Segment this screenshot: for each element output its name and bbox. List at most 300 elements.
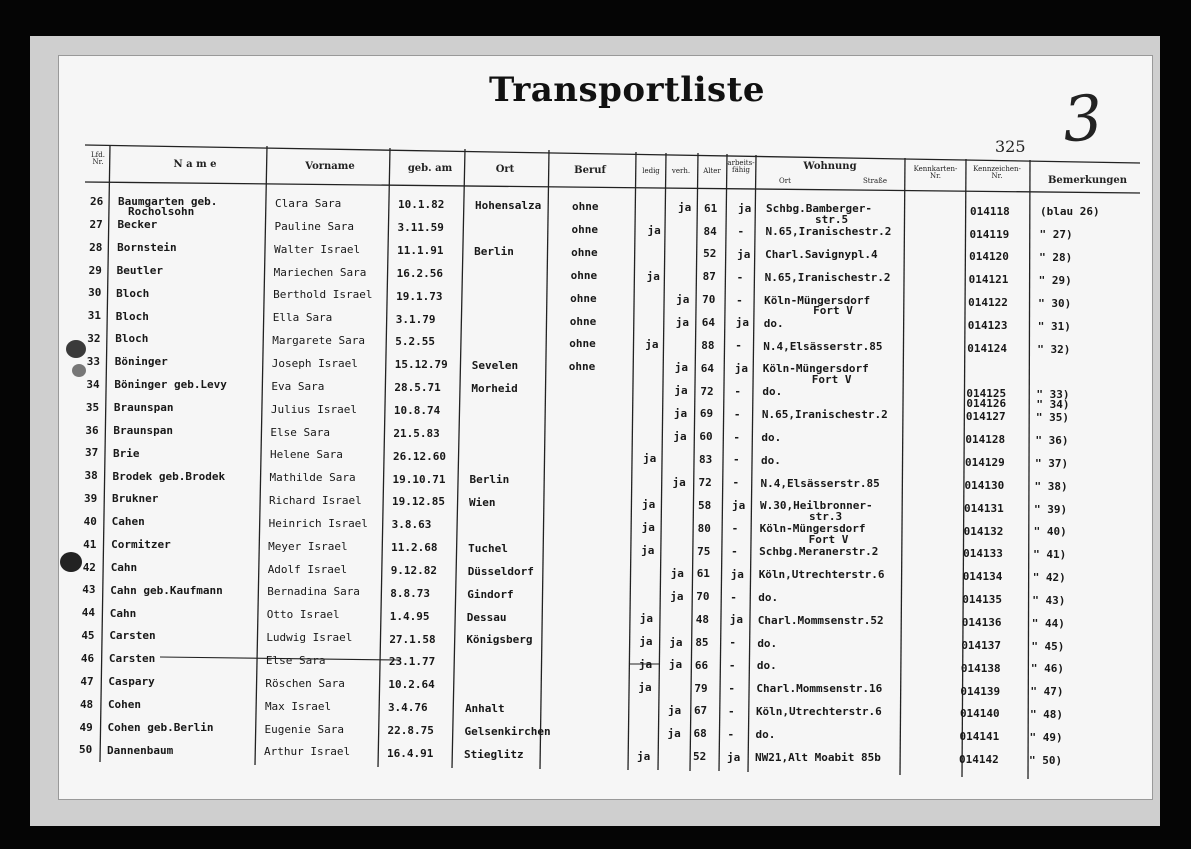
row-kennzeichen: 014139: [960, 684, 1001, 698]
row-alter: 85: [695, 635, 709, 649]
header-name: N a m e: [173, 159, 217, 170]
row-wohnung: N.65,Iranischestr.2: [764, 270, 891, 284]
row-name: Caspary: [108, 675, 155, 689]
row-number: 41: [83, 537, 97, 551]
row-wohnung: Köln-Müngersdorf: [764, 293, 871, 307]
row-bemerkung: " 45): [1031, 639, 1065, 653]
row-wohnung: Schbg.Meranerstr.2: [759, 545, 879, 559]
row-geb: 10.1.82: [398, 198, 445, 212]
row-number: 35: [85, 400, 100, 414]
row-vorname: Otto Israel: [266, 608, 340, 622]
row-number: 32: [87, 332, 101, 346]
row-beruf: ohne: [571, 246, 598, 259]
row-alter: 52: [693, 750, 707, 764]
row-bemerkung-line2: " 34): [1036, 398, 1070, 412]
row-arbeit: -: [731, 544, 738, 558]
row-kennzeichen: 014134: [962, 570, 1003, 584]
row-wohnung: N.65,Iranischestr.2: [761, 408, 888, 422]
row-ledig: ja: [645, 338, 659, 352]
row-arbeit: ja: [734, 362, 749, 376]
row-arbeit: -: [733, 430, 741, 444]
row-kennzeichen: 014118: [970, 204, 1010, 218]
row-arbeit: -: [732, 453, 740, 467]
row-wohnung: do.: [755, 727, 776, 741]
row-geb: 3.4.76: [387, 701, 428, 715]
row-kennzeichen: 014122: [968, 296, 1008, 310]
row-geb: 8.8.73: [390, 586, 430, 600]
row-name: Böninger geb.Levy: [114, 378, 227, 392]
row-ledig: ja: [642, 498, 656, 512]
row-vorname: Berthold Israel: [273, 288, 373, 302]
row-geb: 19.1.73: [396, 289, 443, 303]
row-kennzeichen: 014138: [960, 661, 1001, 675]
row-vorname: Eva Sara: [271, 379, 325, 393]
row-bemerkung: " 36): [1035, 433, 1069, 447]
row-ort: Dessau: [466, 610, 507, 624]
row-vorname: Margarete Sara: [272, 334, 365, 348]
row-name: Cahn geb.Kaufmann: [110, 583, 223, 597]
page-number: 325: [995, 137, 1026, 156]
row-kennzeichen: 014128: [965, 433, 1006, 447]
row-wohnung: do.: [760, 453, 781, 467]
row-arbeit: -: [732, 476, 740, 490]
row-geb: 11.2.68: [391, 541, 438, 555]
row-geb: 5.2.55: [395, 335, 435, 349]
row-beruf: ohne: [570, 268, 598, 282]
row-number: 47: [80, 674, 94, 688]
row-kennzeichen: 014142: [959, 753, 999, 767]
row-vorname: Eugenie Sara: [264, 722, 344, 736]
header-arbeit: arbeits- fähig: [727, 159, 755, 175]
row-verh: ja: [667, 727, 681, 741]
row-name: Bloch: [115, 309, 149, 323]
row-number: 31: [87, 309, 101, 323]
row-verh: ja: [676, 292, 690, 306]
row-bemerkung: " 31): [1037, 319, 1071, 333]
row-number: 44: [81, 606, 96, 620]
row-vorname: Heinrich Israel: [268, 516, 368, 530]
row-vorname: Walter Israel: [274, 242, 361, 256]
row-ledig: ja: [646, 269, 660, 283]
row-verh: ja: [667, 704, 682, 718]
header-ort: Ort: [495, 164, 515, 175]
row-ledig: ja: [641, 521, 655, 535]
row-kennzeichen: 014120: [969, 250, 1009, 264]
row-alter: 70: [696, 590, 710, 604]
row-vorname: Joseph Israel: [271, 356, 358, 370]
row-arbeit: -: [731, 522, 739, 536]
row-geb: 16.2.56: [396, 266, 443, 280]
row-beruf: ohne: [569, 314, 597, 328]
row-bemerkung: " 27): [1039, 228, 1073, 242]
row-wohnung: do.: [763, 316, 784, 330]
row-arbeit: -: [734, 384, 741, 398]
row-beruf: ohne: [572, 200, 599, 214]
handwritten-number: 3: [1060, 80, 1105, 157]
header-lfd: Lfd. Nr.: [91, 151, 105, 167]
row-alter: 64: [701, 316, 715, 329]
row-alter: 69: [699, 407, 714, 421]
row-arbeit: -: [736, 293, 743, 307]
row-bemerkung: " 29): [1038, 274, 1072, 287]
row-kennzeichen: 014137: [961, 638, 1002, 652]
row-arbeit: -: [729, 636, 736, 650]
row-bemerkung: " 42): [1032, 571, 1066, 585]
header-kennzeichen: Kennzeichen- Nr.: [973, 165, 1021, 181]
row-geb: 26.12.60: [392, 449, 446, 463]
row-bemerkung: " 28): [1039, 251, 1073, 265]
row-alter: 87: [702, 270, 716, 284]
row-ledig: ja: [637, 749, 651, 763]
row-ort: Morheid: [471, 382, 518, 396]
row-arbeit: ja: [727, 750, 741, 764]
punch-hole: [72, 364, 86, 377]
row-arbeit: -: [735, 339, 742, 353]
row-wohnung: Köln-Müngersdorf: [762, 362, 869, 376]
row-vorname: Ludwig Israel: [266, 631, 353, 645]
row-name: Cohen geb.Berlin: [107, 720, 214, 734]
row-beruf: ohne: [569, 337, 596, 351]
row-alter: 88: [701, 338, 715, 352]
row-ort: Düsseldorf: [467, 564, 534, 578]
row-ledig: ja: [647, 223, 661, 237]
row-arbeit: -: [727, 727, 735, 741]
row-arbeit: ja: [730, 567, 744, 581]
row-ledig: ja: [642, 452, 657, 466]
row-ledig: ja: [641, 543, 655, 557]
row-bemerkung: " 38): [1034, 479, 1068, 493]
row-arbeit: -: [728, 681, 736, 695]
row-alter: 61: [696, 567, 710, 581]
row-ort: Wien: [469, 496, 496, 510]
row-alter: 79: [694, 681, 708, 695]
row-alter: 83: [698, 453, 713, 467]
header-beruf: Beruf: [574, 165, 606, 176]
row-wohnung: N.65,Iranischestr.2: [765, 225, 892, 239]
row-wohnung: Köln,Utrechterstr.6: [758, 568, 885, 582]
row-vorname: Mathilde Sara: [269, 471, 356, 485]
row-arbeit: ja: [729, 613, 744, 627]
row-name: Dannenbaum: [107, 743, 174, 757]
row-wohnung-line2: str.3: [809, 510, 843, 524]
row-arbeit: -: [736, 270, 744, 284]
row-kennzeichen: 014140: [959, 707, 1000, 721]
document-title: Transportliste: [489, 70, 766, 110]
row-number: 46: [80, 652, 95, 665]
header-ledig: ledig: [642, 167, 660, 175]
row-number: 33: [86, 354, 101, 368]
header-kennkarten: Kennkarten- Nr.: [913, 165, 958, 181]
row-wohnung-line2: Fort V: [811, 372, 852, 386]
row-bemerkung: " 50): [1029, 753, 1063, 767]
row-bemerkung: " 30): [1038, 296, 1072, 310]
row-geb: 3.8.63: [391, 518, 432, 532]
row-number: 27: [89, 217, 103, 231]
row-wohnung: Charl.Mommsenstr.16: [756, 682, 883, 696]
row-verh: ja: [673, 429, 687, 443]
row-arbeit: ja: [732, 499, 746, 513]
row-name: Cahn: [109, 606, 137, 620]
row-geb: 11.1.91: [397, 244, 444, 258]
row-alter: 84: [703, 224, 717, 238]
row-name: Becker: [117, 218, 158, 232]
row-wohnung: N.4,Elsässerstr.85: [760, 476, 880, 490]
row-name: Cormitzer: [111, 538, 171, 552]
row-wohnung-line2: Fort V: [813, 304, 853, 318]
row-ort: Gelsenkirchen: [464, 724, 551, 738]
row-wohnung: NW21,Alt Moabit 85b: [755, 750, 881, 764]
row-verh: ja: [675, 315, 689, 329]
row-ort: Berlin: [469, 473, 510, 487]
row-vorname: Else Sara: [270, 425, 331, 439]
header-wohnung: Wohnung: [803, 161, 857, 172]
row-bemerkung: " 43): [1032, 593, 1066, 607]
row-name: Baumgarten geb.: [118, 195, 218, 209]
row-alter: 61: [704, 201, 718, 215]
row-vorname: Helene Sara: [269, 448, 343, 462]
row-kennzeichen: 014130: [964, 478, 1005, 492]
row-number: 30: [88, 286, 102, 300]
row-vorname: Clara Sara: [275, 197, 342, 211]
row-verh: ja: [672, 475, 686, 489]
header-wohnung-ort: Ort: [779, 177, 791, 185]
row-bemerkung: " 41): [1033, 548, 1067, 562]
row-bemerkung: " 48): [1029, 708, 1064, 722]
row-beruf: ohne: [568, 360, 596, 374]
row-verh: ja: [678, 201, 692, 215]
row-wohnung-line2: str.5: [815, 212, 849, 226]
row-vorname: Adolf Israel: [267, 562, 348, 576]
row-arbeit: -: [727, 704, 735, 718]
row-number: 28: [89, 240, 103, 254]
row-bemerkung: " 35): [1035, 411, 1069, 425]
row-bemerkung: " 33): [1036, 388, 1070, 402]
row-kennzeichen: 014136: [961, 615, 1002, 629]
row-kennzeichen: 014124: [967, 341, 1007, 355]
row-ort: Hohensalza: [475, 199, 542, 213]
row-alter: 75: [697, 544, 711, 558]
row-geb: 19.12.85: [392, 495, 446, 509]
row-alter: 72: [700, 384, 714, 398]
row-verh: ja: [674, 361, 689, 375]
row-arbeit: -: [737, 224, 745, 238]
row-geb: 15.12.79: [394, 358, 448, 372]
row-arbeit: -: [728, 659, 736, 673]
row-verh: ja: [669, 635, 683, 649]
row-number: 26: [90, 195, 104, 208]
punch-hole: [66, 340, 86, 358]
row-geb: 1.4.95: [389, 609, 430, 623]
row-geb: 16.4.91: [387, 746, 434, 760]
row-geb: 19.10.71: [392, 472, 446, 486]
row-bemerkung: " 47): [1030, 685, 1064, 699]
row-vorname: Else Sara: [265, 654, 326, 668]
row-name: Braunspan: [113, 423, 174, 437]
row-ort: Anhalt: [464, 701, 505, 715]
row-number: 45: [81, 629, 95, 643]
row-name: Brie: [112, 446, 140, 460]
row-name: Braunspan: [113, 400, 174, 414]
row-alter: 72: [698, 475, 712, 489]
row-wohnung: do.: [761, 430, 782, 444]
row-vorname: Max Israel: [264, 699, 332, 713]
row-name: Bornstein: [117, 241, 177, 254]
row-kennzeichen: 014129: [964, 456, 1005, 470]
row-kennzeichen: 014132: [963, 524, 1004, 538]
row-name: Carsten: [109, 629, 156, 643]
row-wohnung: do.: [758, 590, 779, 604]
row-alter: 68: [693, 727, 707, 741]
row-bemerkung: " 40): [1033, 525, 1067, 539]
row-wohnung: do.: [762, 385, 783, 399]
row-wohnung: N.4,Elsässerstr.85: [763, 339, 883, 353]
row-geb: 3.1.79: [395, 312, 436, 326]
row-alter: 60: [699, 430, 713, 444]
row-vorname: Arthur Israel: [264, 745, 351, 759]
row-geb: 22.8.75: [387, 723, 434, 737]
row-wohnung: Charl.Savignypl.4: [765, 248, 878, 262]
row-verh: ja: [670, 567, 684, 581]
row-verh: ja: [670, 589, 684, 603]
row-number: 48: [79, 697, 94, 711]
row-vorname: Julius Israel: [270, 402, 357, 416]
row-alter: 66: [694, 658, 709, 672]
row-number: 39: [84, 492, 98, 506]
row-number: 29: [88, 263, 102, 277]
row-kennzeichen: 014141: [959, 730, 1000, 744]
row-wohnung-line2: Fort V: [808, 532, 849, 546]
row-ledig: ja: [638, 658, 653, 672]
row-name: Bloch: [116, 286, 150, 300]
punch-hole: [60, 552, 82, 572]
row-name: Böninger: [114, 355, 168, 369]
row-kennzeichen: 014119: [969, 227, 1010, 241]
row-ort: Tuchel: [468, 541, 508, 555]
row-geb: 10.2.64: [388, 678, 435, 692]
row-geb: 21.5.83: [393, 426, 440, 440]
header-geb: geb. am: [407, 163, 453, 174]
row-wohnung: do.: [757, 636, 778, 650]
row-bemerkung: " 37): [1034, 456, 1069, 470]
row-verh: ja: [668, 658, 683, 672]
row-beruf: ohne: [570, 291, 597, 305]
row-number: 42: [82, 560, 96, 574]
row-ort: Berlin: [474, 244, 514, 258]
row-geb: 3.11.59: [397, 221, 444, 235]
row-bemerkung: " 44): [1031, 616, 1065, 630]
header-vorname: Vorname: [305, 161, 355, 172]
row-geb: 28.5.71: [394, 381, 441, 395]
row-vorname: Richard Israel: [269, 494, 362, 508]
row-vorname: Bernadina Sara: [267, 585, 360, 599]
row-name: Beutler: [116, 263, 163, 277]
row-number: 40: [83, 514, 97, 528]
row-geb: 9.12.82: [390, 563, 438, 577]
header-alter: Alter: [703, 167, 721, 175]
row-geb: 10.8.74: [393, 404, 441, 418]
row-arbeit: ja: [735, 316, 749, 330]
header-bemerkungen: Bemerkungen: [1047, 175, 1128, 186]
row-alter: 64: [700, 361, 715, 375]
row-name: Brodek geb.Brodek: [112, 469, 226, 483]
header-verh: verh.: [671, 167, 691, 175]
row-verh: ja: [673, 407, 688, 421]
row-number: 37: [84, 446, 99, 460]
row-wohnung: W.30,Heilbronner-: [760, 499, 873, 513]
row-number: 50: [79, 743, 93, 757]
row-kennzeichen: 014121: [968, 273, 1009, 287]
row-kennzeichen-line2: 014126: [966, 397, 1007, 411]
row-alter: 48: [695, 613, 710, 627]
row-name-line2: Rocholsohn: [128, 205, 195, 219]
row-ledig: ja: [638, 680, 652, 694]
row-wohnung: Köln,Utrechterstr.6: [755, 705, 882, 719]
row-bemerkung: " 32): [1037, 342, 1071, 356]
row-alter: 67: [693, 704, 708, 718]
row-ort: Königsberg: [466, 633, 533, 647]
row-wohnung: Köln-Müngersdorf: [759, 522, 866, 536]
row-number: 36: [85, 423, 99, 437]
row-vorname: Röschen Sara: [265, 676, 345, 690]
row-ledig: ja: [639, 612, 654, 626]
row-beruf: ohne: [571, 223, 599, 237]
row-arbeit: -: [730, 590, 737, 604]
row-kennzeichen: 014131: [964, 501, 1004, 515]
row-verh: ja: [674, 384, 688, 398]
row-name: Cahn: [110, 560, 138, 574]
row-arbeit: ja: [738, 202, 752, 216]
row-arbeit: -: [733, 407, 741, 421]
row-vorname: Ella Sara: [272, 311, 333, 325]
row-number: 43: [82, 583, 96, 597]
row-number: 38: [84, 469, 98, 483]
row-kennzeichen: 014127: [965, 410, 1006, 424]
row-vorname: Pauline Sara: [274, 219, 355, 233]
row-number: 49: [79, 720, 93, 734]
row-wohnung: Schbg.Bamberger-: [766, 202, 872, 216]
row-bemerkung: " 49): [1029, 731, 1063, 744]
row-alter: 70: [702, 293, 716, 307]
row-ledig: ja: [639, 635, 653, 649]
row-alter: 58: [698, 498, 712, 512]
row-bemerkung: " 39): [1034, 502, 1068, 516]
row-name: Bloch: [115, 332, 149, 346]
row-name: Carsten: [108, 652, 156, 666]
row-kennzeichen: 014125: [966, 387, 1007, 401]
row-geb: 27.1.58: [389, 632, 436, 646]
row-alter: 80: [697, 521, 711, 535]
row-ort: Sevelen: [471, 359, 519, 373]
row-arbeit: ja: [737, 247, 751, 261]
row-wohnung: Charl.Mommsenstr.52: [757, 613, 884, 627]
row-bemerkung: " 46): [1030, 662, 1064, 676]
row-kennzeichen: 014133: [963, 547, 1003, 561]
row-alter: 52: [703, 247, 717, 261]
row-ort: Stieglitz: [464, 747, 524, 761]
row-geb: 23.1.77: [388, 655, 436, 669]
row-bemerkung: (blau 26): [1040, 205, 1100, 219]
row-name: Cahen: [111, 515, 145, 529]
row-number: 34: [86, 377, 100, 391]
row-vorname: Meyer Israel: [268, 539, 348, 553]
row-wohnung: do.: [756, 659, 777, 673]
header-wohnung-strasse: Straße: [863, 177, 887, 185]
row-kennzeichen: 014135: [962, 593, 1002, 607]
row-vorname: Mariechen Sara: [273, 265, 367, 279]
row-kennzeichen: 014123: [967, 318, 1008, 332]
row-name: Brukner: [112, 492, 159, 506]
row-ort: Gindorf: [467, 587, 514, 601]
